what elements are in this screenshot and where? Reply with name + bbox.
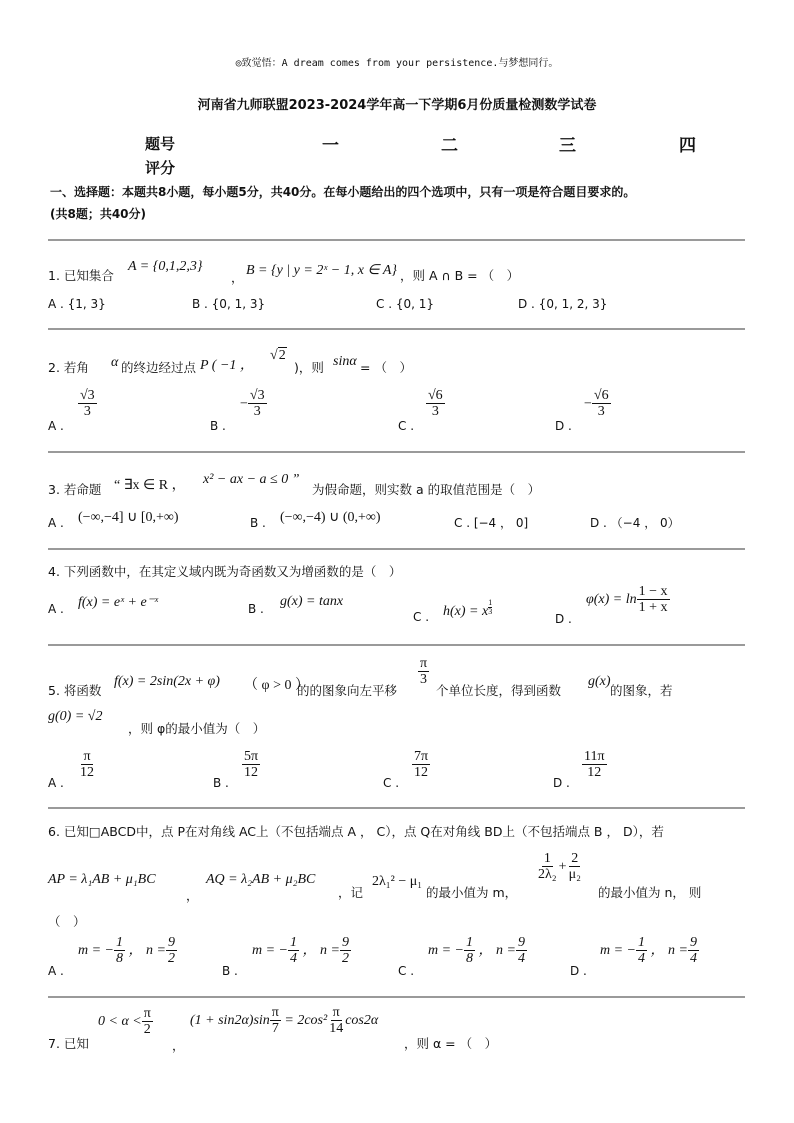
q2-option-b-value: − $\frac{√3}{3}$ (240, 388, 265, 420)
divider (48, 996, 745, 998)
q5-option-a[interactable]: A . (48, 776, 64, 790)
q5-option-b-value: $\frac{5\pi}{12}$ (244, 749, 259, 781)
q2-option-a-value: $\frac{√3}{3}$ (80, 388, 95, 420)
q6-option-d-value: m = − $\frac{1}{4}$ ， n = $\frac{9}{4}$ (600, 935, 697, 967)
watermark: ◎致觉悟：A dream comes from your persistence.与梦想同行。 (235, 58, 559, 69)
q3-option-d[interactable]: D . （−4 ， 0） (590, 516, 680, 530)
q5-gx: g(x) (588, 674, 611, 689)
q3-prop-a: “ ∃x ∈ R ， (114, 478, 186, 493)
q7-stem: 7. 已知 (48, 1036, 89, 1051)
q1-tail: ，则 A ∩ B = （ ） (400, 268, 520, 283)
q2-option-c[interactable]: C . (398, 419, 415, 433)
q2-point: P ( −1 ， (200, 358, 254, 373)
q1-option-b[interactable]: B . {0, 1, 3} (192, 297, 266, 311)
q4-option-c[interactable]: C . (413, 610, 430, 624)
q4-option-b[interactable]: B . (248, 602, 264, 616)
q4-option-d[interactable]: D . (555, 612, 572, 626)
q4-option-a[interactable]: A . (48, 602, 64, 616)
q7-cond: 0 < α < $\frac{\pi}{2}$ (98, 1006, 151, 1038)
q5-stem-d: 的图象，若 (610, 683, 673, 698)
q3-option-a[interactable]: A . (48, 516, 64, 530)
q6-stem-c: 的最小值为 m， (426, 885, 518, 900)
q1-set-b: B = {y | y = 2ˣ − 1, x ∈ A} (246, 263, 398, 278)
q5-g0: g(0) = √2 (48, 709, 103, 724)
q5-stem-b: 的的图象向左平移 (297, 683, 398, 698)
q5-option-d[interactable]: D . (553, 776, 570, 790)
q1-option-c[interactable]: C . {0, 1} (376, 297, 434, 311)
divider (48, 807, 745, 809)
q2-stem-d: = （ ） (360, 360, 412, 375)
q7-tail: ，则 α = （ ） (404, 1036, 498, 1051)
q5-option-c-value: $\frac{7\pi}{12}$ (414, 749, 429, 781)
q2-option-d-value: − $\frac{√6}{3}$ (584, 388, 609, 420)
q6-stem-d: 的最小值为 n， 则 (598, 885, 702, 900)
section-heading: 一、选择题：本题共8小题，每小题5分，共40分。在每小题给出的四个选项中，只有一项是符合题目要求的。 (50, 185, 636, 199)
score-col: 二 (441, 136, 458, 156)
q6-option-c[interactable]: C . (398, 964, 415, 978)
q1-set-a: A = {0,1,2,3} (128, 259, 203, 274)
q2-stem: 2. 若角 (48, 360, 89, 375)
q2-stem-c: )，则 (294, 360, 324, 375)
divider (48, 451, 745, 453)
q4-option-c-value: h(x) = x $\frac{1}{3}$ (443, 598, 493, 619)
q5-stem-e: ，则 φ的最小值为（ ） (128, 721, 266, 736)
score-col: 三 (559, 136, 576, 156)
q7-equation: (1 + sin2α)sin $\frac{\pi}{7}$ = 2cos² $\frac{\pi}{14}$ cos2α (190, 1005, 379, 1037)
q2-option-c-value: $\frac{√6}{3}$ (428, 388, 443, 420)
q5-func: f(x) = 2sin(2x + φ) (114, 674, 220, 689)
q5-shift: $\frac{\pi}{3}$ (420, 656, 428, 688)
divider (48, 644, 745, 646)
divider (48, 548, 745, 550)
q6-stem: 6. 已知□ABCD中，点 P在对角线 AC上（不包括端点 A ， C），点 Q在对角线 BD上（不包括端点 B ， D），若 (48, 824, 664, 839)
q3-option-a-value: (−∞,−4] ∪ [0,+∞) (78, 510, 179, 525)
q1-option-d[interactable]: D . {0, 1, 2, 3} (518, 297, 608, 311)
q6-aq: AQ = λ₂AB + μ₂BC (206, 872, 316, 887)
q3-option-b-value: (−∞,−4) ∪ (0,+∞) (280, 510, 381, 525)
page-title: 河南省九师联盟2023-2024学年高一下学期6月份质量检测数学试卷 (197, 98, 597, 113)
score-col: 四 (679, 136, 696, 156)
q2-option-d[interactable]: D . (555, 419, 572, 433)
score-row-label: 评分 (145, 159, 176, 177)
q6-expr1: 2λ₁² − μ₁ (372, 874, 423, 889)
q3-option-b[interactable]: B . (250, 516, 266, 530)
score-row-label: 题号 (145, 135, 176, 153)
q3-prop-b: x² − ax − a ≤ 0 ” (203, 472, 300, 487)
q5-cond: （ φ > 0 ） (244, 678, 309, 693)
divider (48, 328, 745, 330)
q6-ap: AP = λ₁AB + μ₁BC (48, 872, 156, 887)
q6-option-a[interactable]: A . (48, 964, 64, 978)
q5-option-c[interactable]: C . (383, 776, 400, 790)
q4-stem: 4. 下列函数中，在其定义域内既为奇函数又为增函数的是（ ） (48, 564, 402, 579)
q6-option-b[interactable]: B . (222, 964, 238, 978)
score-col: 一 (322, 136, 339, 156)
q1-sep: ， (231, 270, 244, 285)
q6-option-c-value: m = − $\frac{1}{8}$ ， n = $\frac{9}{4}$ (428, 935, 525, 967)
q1-stem: 1. 已知集合 (48, 268, 114, 283)
q2-stem-b: 的终边经过点 (121, 360, 197, 375)
q6-option-b-value: m = − $\frac{1}{4}$ ， n = $\frac{9}{2}$ (252, 935, 349, 967)
q7-sep: ， (172, 1038, 185, 1053)
q5-stem-c: 个单位长度，得到函数 (436, 683, 562, 698)
q1-option-a[interactable]: A . {1, 3} (48, 297, 106, 311)
q6-paren: （ ） (48, 914, 86, 929)
q6-option-d[interactable]: D . (570, 964, 587, 978)
q5-option-b[interactable]: B . (213, 776, 229, 790)
q2-option-a[interactable]: A . (48, 419, 64, 433)
q2-option-b[interactable]: B . (210, 419, 226, 433)
q4-option-b-value: g(x) = tanx (280, 594, 344, 609)
section-subheading: (共8题；共40分) (50, 207, 147, 221)
q6-stem-b: ，记 (338, 885, 364, 900)
q3-option-c[interactable]: C . [−4 ， 0] (454, 516, 529, 530)
q5-stem: 5. 将函数 (48, 683, 102, 698)
q4-option-a-value: f(x) = eˣ + e⁻ˣ (78, 595, 159, 610)
q5-option-d-value: $\frac{11\pi}{12}$ (584, 749, 605, 781)
q2-alpha: α (111, 355, 119, 370)
divider (48, 239, 745, 241)
q3-stem-b: 为假命题，则实数 a 的取值范围是（ ） (312, 482, 541, 497)
q5-option-a-value: $\frac{\pi}{12}$ (80, 749, 94, 781)
q2-sin: sinα (333, 354, 357, 369)
q6-option-a-value: m = − $\frac{1}{8}$ ， n = $\frac{9}{2}$ (78, 935, 175, 967)
q2-sqrt2: √2 (270, 348, 286, 363)
q6-expr2: $\frac{1}{\text{2λ₂}}$ + $\frac{2}{\text{μ₂}}$ (538, 851, 581, 883)
q6-sep: ， (186, 888, 199, 903)
q4-option-d-value: φ(x) = ln $\frac{1 - x}{1 + x}$ (586, 584, 668, 616)
q3-stem: 3. 若命题 (48, 482, 102, 497)
